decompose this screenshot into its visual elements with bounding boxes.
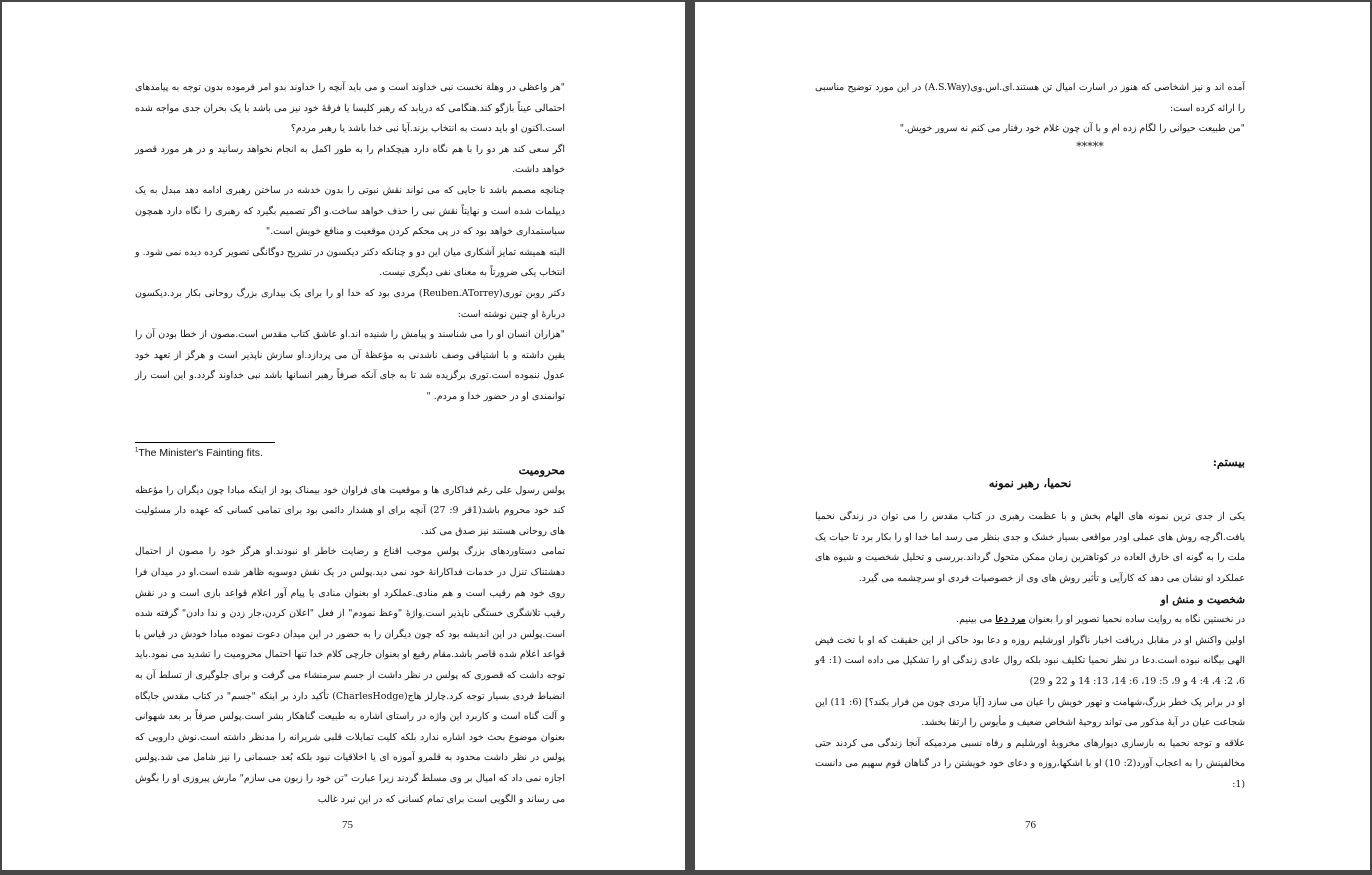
left-paragraph: "هر واعظی در وهلة نخست نبی خداوند است و می باید آنچه را خداوند بدو امر فرموده بدون توجه به پیامدهای احتمالی عیناً بازگو کند.هنگامی که دریابد که رهبر کلیسا یا فرقهٔ خود نیز می باشد با یک بحران جدی مواجه شده است.اکنون او باید دست به انتخاب بزند.آیا نبی خدا باشد یا رهبر مردم؟ [135, 82, 565, 135]
intro-paragraph: یکی از جدی ترین نمونه های الهام بخش و با عظمت رهبری در کتاب مقدس را می توان در زندگی نحمیا یافت.اگرچه روش های عملی اودر مواقعی بسیار خشک و جدی بنظر می رسد اما خدا او را بکار برد تا حیات یک ملت را به گونه ای خارق العاده در کوتاهترین زمان ممکن متحول گرداند.بررسی و تحلیل شخصیت و شیوه های عملکرد او نشان می دهد که کارآیی و تأثیر روش های وی از خصوصیات فردی او سرچشمه می گیرد. [815, 511, 1245, 584]
chapter-title: نحمیا، رهبر نمونه [988, 475, 1072, 490]
footnote-mark: 1 [135, 447, 139, 454]
left-paragraph: دکتر روبن توری(Reuben.ATorrey) مردی بود که خدا او را برای یک بیداری بزرگ روحانی بکار برد.دیکسون دربارهٔ او چنین نوشته است: [135, 287, 565, 320]
right-quote: "من طبیعت حیوانی را لگام زده ام و با آن چون غلام خود رفتار می کنم نه سرور خویش." [899, 123, 1245, 135]
subheading: شخصیت و منش او [1160, 593, 1245, 606]
prayer-paragraph [815, 610, 1245, 631]
page-number: 75 [342, 819, 353, 831]
right-paragraph: آمده اند و نیز اشخاصی که هنوز در اسارت امیال تن هستند.ای.اس.وی(A.S.Way) در این مورد توضیح مناسبی را ارائه کرده است: [815, 82, 1245, 114]
right-top-text [815, 78, 1245, 154]
footnote-text: The Minister's Fainting fits. [138, 447, 263, 459]
left-main-text [135, 78, 565, 408]
page-75 [2, 2, 685, 870]
section-heading: محرومیت [518, 463, 565, 477]
section-paragraph: تمامی دستاوردهای بزرگ پولس موجب اقناع و رضایت خاطر او نبودند.او هرگز خود را مصون از احتمال دهشتناک تنزل در خدمات فداکارانهٔ خود نمی دید.پولس در یک نقش دوسویه ظاهر شده است.او در میدان فرا روی خود هم رقیب است و هم منادی.عملکرد او بعنوان منادی یا پیام آور اعلام قواعد بازی است و در نقش رقیب تلاشگری خستگی ناپذیر است.واژهٔ "وعظ نمودم" از فعل "اعلان کردن،جار زدن و ندا دادن" گرفته شده است.پولس در این اندیشه بود که چون دیگران را به حضور در این میدان دعوت نموده مبادا خودش در قیاس با قواعد اعلام شده قاصر باشد.مقام رفیع او بعنوان جارچی کلام خدا تنها احتمال محرومیت را تشدید می نمود.باید توجه داشت که قصوری که پولس در نظر داشت از جسم سرمنشاء می گرفت و برای جلوگیری از تسلط آن به انضباط فردی بسیار توجه کرد.چارلز هاج(CharlesHodge) تأکید دارد بر اینکه "جسم" در کتاب مقدس جایگاه و آلت گناه است و کاربرد این واژه در راستای اشاره به طبیعت گناهکار بشر است.پولس صرفاً بر بعد شهوانی بعنوان موضوع بحث خود اشاره ندارد بلکه کلیت تمایلات قلبی شریرانه را مدنظر داشته است.نوش دارویی که پولس در نظر داشت محدود به قلمرو آموزه ای یا اخلاقیات نبود بلکه بُعد جسمانی را نیز شامل می شد.پولس اجازه نمی داد که امیال بر وی مسلط گردند زیرا عبارت "تن خود را زبون می سازم" مارش پیروزی او را بگوش می رساند و الگویی است برای تمام کسانی که در این نبرد غالب [135, 546, 566, 805]
left-paragraph: البته همیشه تمایز آشکاری میان این دو و چنانکه دکتر دیکسون در تشریح دوگانگی تصویر کرده دیده نمی شود. و انتخاب یکی ضرورتاً به معنای نفی دیگری نیست. [135, 246, 565, 279]
page-number: 76 [1025, 819, 1036, 831]
footnote-divider [135, 442, 275, 443]
prayer-bold: مرد دعا [995, 614, 1026, 626]
prayer-suffix: می بینیم. [956, 614, 993, 626]
right-paragraph: علاقه و توجه نحمیا به بازسازی دیوارهای مخروبهٔ اورشلیم و رفاه نسبی مردمیکه آنجا زندگی می کردند حتی مخالفینش را به اعجاب آورد(2: 10) او با اشکها،روزه و دعای خود خویشتن را در گناهان قوم سهیم می دانست (1: [815, 737, 1245, 790]
left-section [135, 460, 565, 810]
left-paragraph: چنانچه مصمم باشد تا جایی که می تواند نقش نبوتی را بدون خدشه در ساختن رهبری ادامه دهد مبدل به یک دیپلمات شده است و نهایتاً نقش نبی را حذف خواهد ساخت.و اگر تصمیم بگیرد که رهبری را نگاه دارد همچون سیاستمداری خواهد بود که در پی محکم کردن موقعیت و منافع خویش است." [135, 184, 565, 238]
prayer-prefix: در نخستین نگاه به روایت ساده نحمیا تصویر او را بعنوان [1028, 614, 1245, 626]
right-chapter [815, 452, 1245, 796]
page-76 [695, 2, 1370, 870]
footnote [135, 447, 263, 459]
left-paragraph: اگر سعی کند هر دو را با هم نگاه دارد هیچکدام را به طور اکمل به انجام نخواهد رسانید و در هر مورد قصور خواهد داشت. [135, 143, 565, 176]
section-paragraph: پولس رسول علی رغم فداکاری ها و موقعیت های فراوان خود بیمناک بود از اینکه مبادا چون دیگران را مؤعظه کند خود محروم باشد(1قر 9: 27) آنچه برای او هشدار دائمی بود برای تمامی کسانی که عهده دار مسئولیت های روحانی هستند نیز صدق می کند. [135, 484, 565, 537]
section-separator: ***** [1076, 139, 1104, 153]
right-paragraph: او در برابر یک خطر بزرگ،شهامت و تهور خویش را عیان می سازد [آیا مردی چون من فرار بکند؟] (6: 11) این شجاعت عیان در آیهٔ مذکور می تواند روحیهٔ اشخاص ضعیف و مأیوس را ارتقا بخشد. [815, 696, 1246, 729]
left-paragraph: "هزاران انسان او را می شناسند و پیامش را شنیده اند.او عاشق کتاب مقدس است.مصون از خطا بودن آن را یقین داشته و با اشتیاقی وصف ناشدنی به مؤعظهٔ آن می پردازد.او سازش ناپذیر است و هرگز از تعهد خود عدول ننموده است.توری برگزیده شد تا به جای آنکه صرفاً رهبر انسانها باشد نبی خداوند گردد.و این است راز توانمندی او در حضور خدا و مردم. " [135, 329, 565, 402]
right-paragraph: اولین واکنش او در مقابل دریافت اخبار ناگوار اورشلیم روزه و دعا بود حاکی از این حقیقت که او با تخت فیض الهی بیگانه نبوده است.دعا در نظر نحمیا تکلیف نبود بلکه روال عادی زندگی او را تشکیل می داده است (1: 4و 6، 2: 4، 4: 4 و 9، 5: 19، 6: 14، 13: 14 و 22 و 29) [815, 634, 1245, 687]
chapter-label: بیستم: [1212, 455, 1245, 469]
